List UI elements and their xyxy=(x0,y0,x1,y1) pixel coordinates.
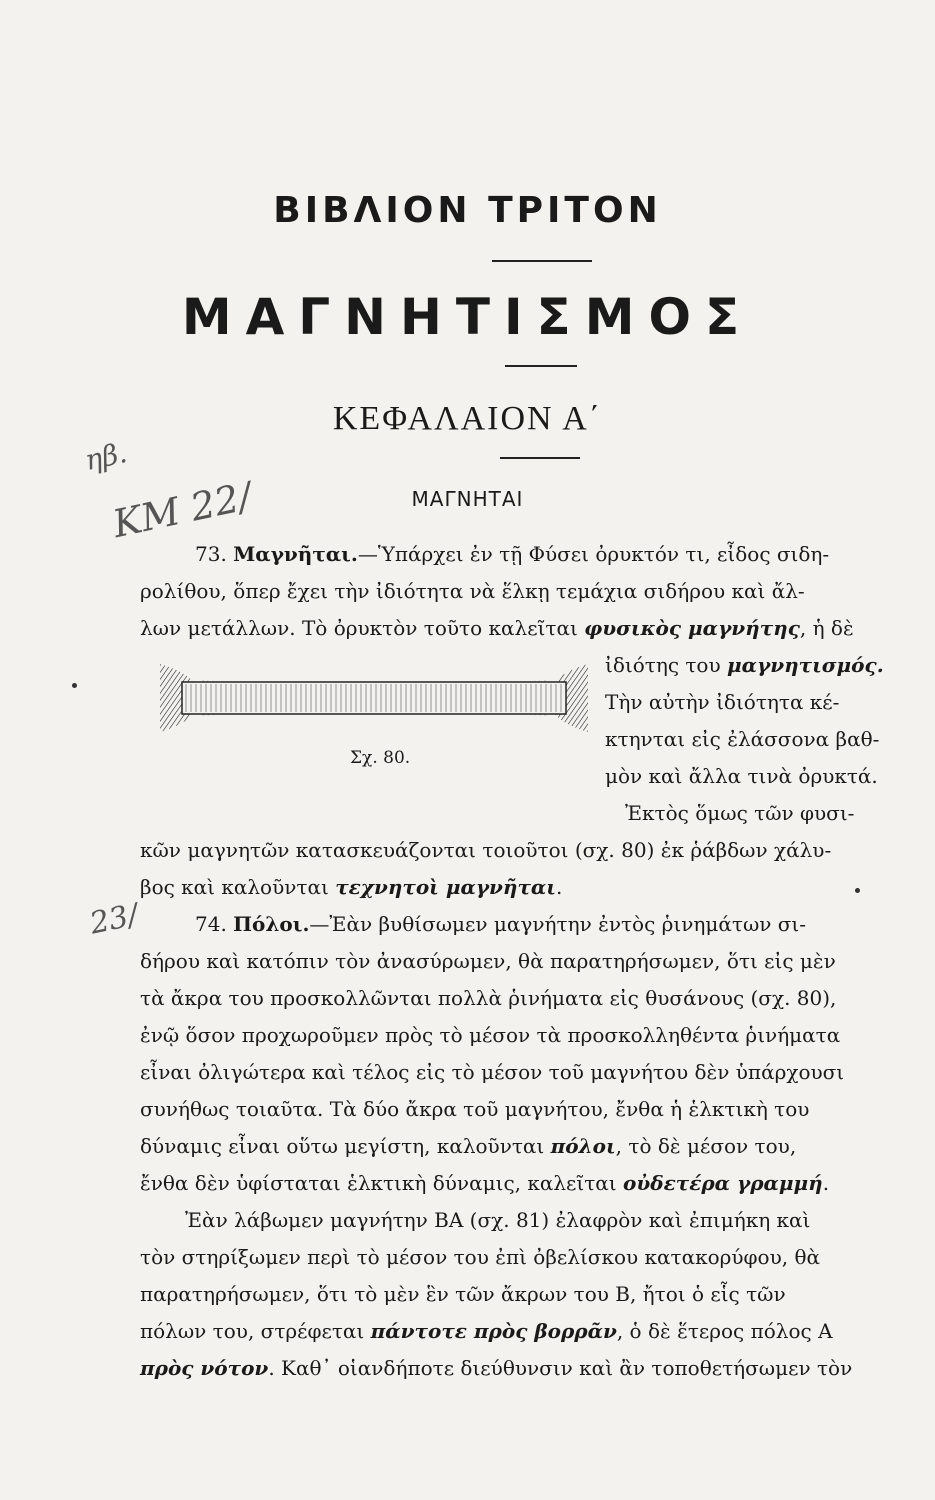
margin-note: ΚΜ 22/ xyxy=(108,473,256,547)
text-line: τὸν στηρίξωμεν περὶ τὸ μέσον του ἐπὶ ὀβελίσκου κατακορύφου, θὰ xyxy=(140,1245,820,1269)
subject-title: ΜΑΓΝΗΤΙΣΜΟΣ xyxy=(181,288,754,346)
text-span: . Καθ᾽ οἱανδήποτε διεύθυνσιν καὶ ἂν τοποθετήσωμεν τὸν xyxy=(268,1356,853,1380)
text-line: Τὴν αὐτὴν ἰδιότητα κέ- xyxy=(605,690,840,714)
book-title: ΒΙΒΛΙΟΝ ΤΡΙΤΟΝ xyxy=(273,190,662,231)
text-span: , ἡ δὲ xyxy=(799,616,854,640)
text-line xyxy=(195,910,930,938)
emphasis: πρὸς νότον xyxy=(140,1356,269,1380)
ink-speck xyxy=(855,888,860,893)
text-line: μὸν καὶ ἄλλα τινὰ ὀρυκτά. xyxy=(605,764,878,788)
emphasis: τεχνητοὶ μαγνῆται xyxy=(335,875,556,899)
emphasis: πόλοι xyxy=(550,1134,616,1158)
text-span: . xyxy=(822,1171,830,1195)
text-span: ἰδιότης του xyxy=(605,653,727,677)
text-line: Ἐὰν λάβωμεν μαγνήτην ΒΑ (σχ. 81) ἐλαφρὸν καὶ ἐπιμήκη καὶ xyxy=(185,1208,811,1232)
text-line: τὰ ἄκρα του προσκολλῶνται πολλὰ ῥινήματα εἰς θυσάνους (σχ. 80), xyxy=(140,986,837,1010)
emphasis: μαγνητισμός. xyxy=(727,653,884,677)
chapter-title: ΚΕΦΑΛΑΙΟΝ Α΄ xyxy=(332,400,603,437)
magnet-shading xyxy=(184,684,564,712)
text-span: ἔνθα δὲν ὑφίσταται ἑλκτικὴ δύναμις, καλεῖται xyxy=(140,1171,624,1195)
bar-magnet-figure xyxy=(160,658,588,738)
margin-note: ηβ. xyxy=(82,436,130,477)
section-title: ΜΑΓΝΗΤΑΙ xyxy=(411,487,524,511)
text-span: , ὁ δὲ ἕτερος πόλος Α xyxy=(616,1319,833,1343)
divider xyxy=(492,260,592,262)
paragraph-heading: Πόλοι. xyxy=(233,912,310,936)
text-span: . xyxy=(556,875,563,899)
text-line: παρατηρήσωμεν, ὅτι τὸ μὲν ἓν τῶν ἄκρων του Β, ἤτοι ὁ εἷς τῶν xyxy=(140,1282,786,1306)
figure-caption: Σχ. 80. xyxy=(350,748,411,768)
text-line: ἐνῷ ὅσον προχωροῦμεν πρὸς τὸ μέσον τὰ προσκολληθέντα ῥινήματα xyxy=(140,1023,841,1047)
text-span: βος καὶ καλοῦνται xyxy=(140,875,336,899)
text-span: —Ἐὰν βυθίσωμεν μαγνήτην ἐντὸς ῥινημάτων σι- xyxy=(309,912,807,936)
emphasis: φυσικὸς μαγνήτης xyxy=(584,616,800,640)
text-line xyxy=(140,1354,930,1382)
text-line: εἶναι ὀλιγώτερα καὶ τέλος εἰς τὸ μέσον τοῦ μαγνήτου δὲν ὑπάρχουσι xyxy=(140,1060,845,1084)
text-line xyxy=(140,1132,930,1160)
text-line: κῶν μαγνητῶν κατασκευάζονται τοιοῦτοι (σχ. 80) ἐκ ῥάβδων χάλυ- xyxy=(140,838,832,862)
text-line xyxy=(140,614,930,642)
text-span: λων μετάλλων. Τὸ ὀρυκτὸν τοῦτο καλεῖται xyxy=(140,616,585,640)
paragraph-number: 74. xyxy=(195,912,227,936)
text-line: κτηνται εἰς ἐλάσσονα βαθ- xyxy=(605,727,880,751)
text-line: συνήθως τοιαῦτα. Τὰ δύο ἄκρα τοῦ μαγνήτου, ἔνθα ἡ ἑλκτικὴ του xyxy=(140,1097,810,1121)
text-line: δήρου καὶ κατόπιν τὸν ἀνασύρωμεν, θὰ παρατηρήσωμεν, ὅτι εἰς μὲν xyxy=(140,949,836,973)
text-line xyxy=(605,651,930,679)
divider xyxy=(500,457,580,459)
text-line xyxy=(195,540,930,568)
margin-note: 23/ xyxy=(86,897,142,942)
paragraph-heading: Μαγνῆται. xyxy=(233,542,358,566)
text-span: δύναμις εἶναι οὕτω μεγίστη, καλοῦνται xyxy=(140,1134,551,1158)
text-line: Ἐκτὸς ὅμως τῶν φυσι- xyxy=(625,801,855,825)
ink-speck xyxy=(72,683,77,688)
text-span: πόλων του, στρέφεται xyxy=(140,1319,371,1343)
text-span: , τὸ δὲ μέσον του, xyxy=(615,1134,797,1158)
divider xyxy=(505,365,577,367)
emphasis: πάντοτε πρὸς βορρᾶν xyxy=(370,1319,617,1343)
emphasis: οὐδετέρα γραμμή xyxy=(623,1171,823,1195)
text-line xyxy=(140,1317,930,1345)
paragraph-number: 73. xyxy=(195,542,227,566)
text-line xyxy=(140,873,930,901)
text-line: ρολίθου, ὅπερ ἔχει τὴν ἰδιότητα νὰ ἕλκῃ τεμάχια σιδήρου καὶ ἄλ- xyxy=(140,579,805,603)
text-span: —Ὑπάρχει ἐν τῇ Φύσει ὀρυκτόν τι, εἶδος σιδη- xyxy=(357,542,830,566)
text-line xyxy=(140,1169,930,1197)
